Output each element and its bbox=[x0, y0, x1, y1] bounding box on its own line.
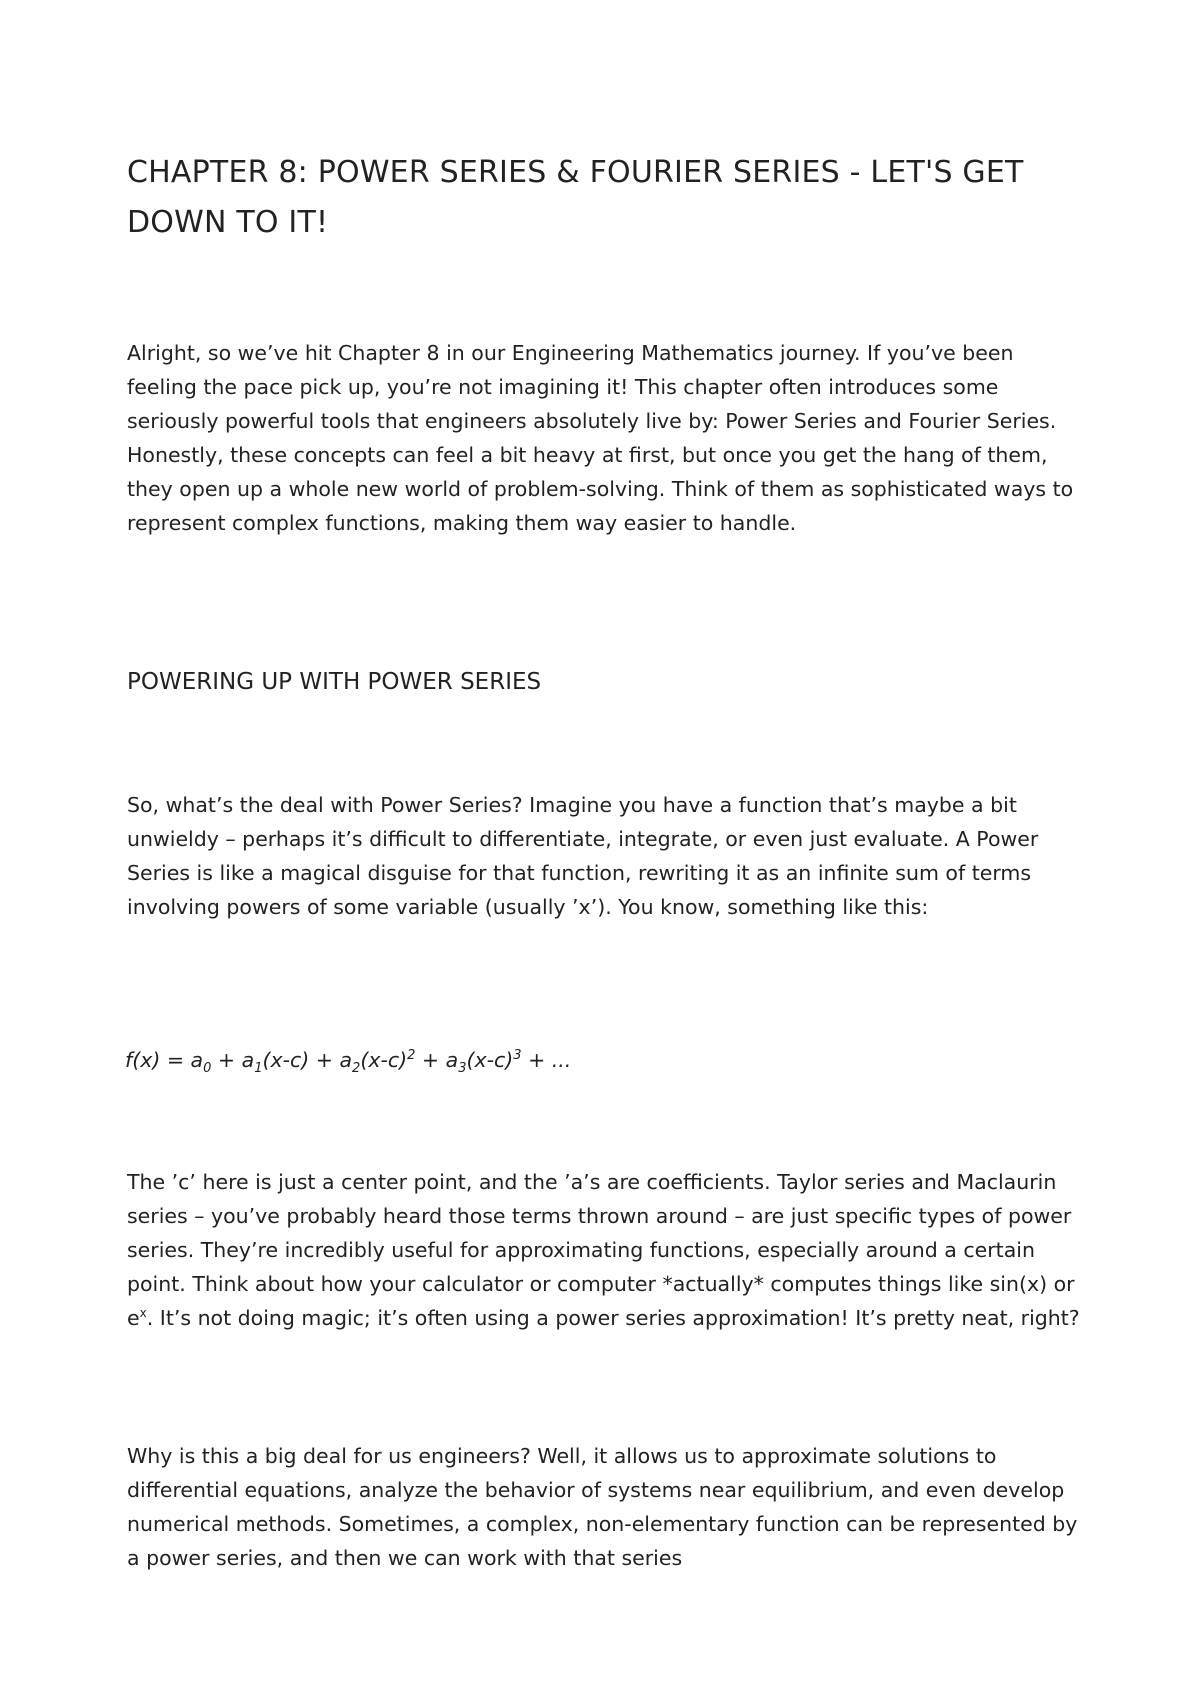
formula-sub-0: 0 bbox=[203, 1061, 212, 1077]
formula-lhs: f(x) = a bbox=[125, 1048, 204, 1072]
power-series-paragraph-1: So, what’s the deal with Power Series? Imagine you have a function that’s maybe a bit unwieldy – perhaps it’s difficult to differentiate, integrate, or even just evaluate. A Power Series is like a magical disguise for that function, rewriting it as an infinite sum of terms involving powers of some variable (usually ’x’). You know, something like this: bbox=[127, 793, 1039, 919]
formula-term-1a: + a bbox=[211, 1048, 255, 1072]
formula-sup-3: 3 bbox=[513, 1048, 522, 1064]
section-heading-power-series: POWERING UP WITH POWER SERIES bbox=[127, 669, 542, 695]
intro-paragraph: Alright, so we’ve hit Chapter 8 in our Engineering Mathematics journey. If you’ve been feeling the pace pick up, you’re not imagining it! This chapter often introduces some seriously powerful tools that engineers absolutely live by: Power Series and Fourier Series. Honestly, these concepts can feel a bit heavy at first, but once you get the hang of them, they open up a whole new world of problem-solving. Think of them as sophisticated ways to represent complex functions, making them way easier to handle. bbox=[127, 341, 1074, 535]
formula-term-2b: (x-c) bbox=[360, 1048, 408, 1072]
paragraph-2-exponent: x bbox=[139, 1306, 147, 1321]
formula-sub-3: 3 bbox=[458, 1061, 467, 1077]
paragraph-2-text-a: The ’c’ here is just a center point, and the ’a’s are coefficients. Taylor series and Maclaurin series – you’ve probably heard those terms thrown around – are just specific types of power series. They’re incredibly useful for approximating functions, especially around a certain point. Think about how your calculator or computer *actually* computes things like sin(x) or e bbox=[127, 1170, 1075, 1330]
formula-sub-1: 1 bbox=[254, 1061, 263, 1077]
formula-sub-2: 2 bbox=[352, 1061, 361, 1077]
chapter-title: CHAPTER 8: POWER SERIES & FOURIER SERIES - LET'S GET DOWN TO IT! bbox=[127, 155, 1024, 240]
formula-term-3b: (x-c) bbox=[466, 1048, 514, 1072]
formula-tail: + ... bbox=[521, 1048, 572, 1072]
power-series-paragraph-3: Why is this a big deal for us engineers? Well, it allows us to approximate solutions to differential equations, analyze the behavior of systems near equilibrium, and even develop numerical methods. Sometimes, a complex, non-elementary function can be represented by a power series, and then we can work with that series bbox=[127, 1444, 1078, 1570]
formula-sup-2: 2 bbox=[407, 1048, 416, 1064]
paragraph-2-text-b: . It’s not doing magic; it’s often using a power series approximation! It’s pretty neat, right? bbox=[146, 1306, 1080, 1330]
formula-term-1b: (x-c) + a bbox=[262, 1048, 353, 1072]
power-series-formula bbox=[125, 1043, 571, 1077]
formula-term-3a: + a bbox=[415, 1048, 459, 1072]
power-series-paragraph-2 bbox=[127, 1165, 1087, 1335]
